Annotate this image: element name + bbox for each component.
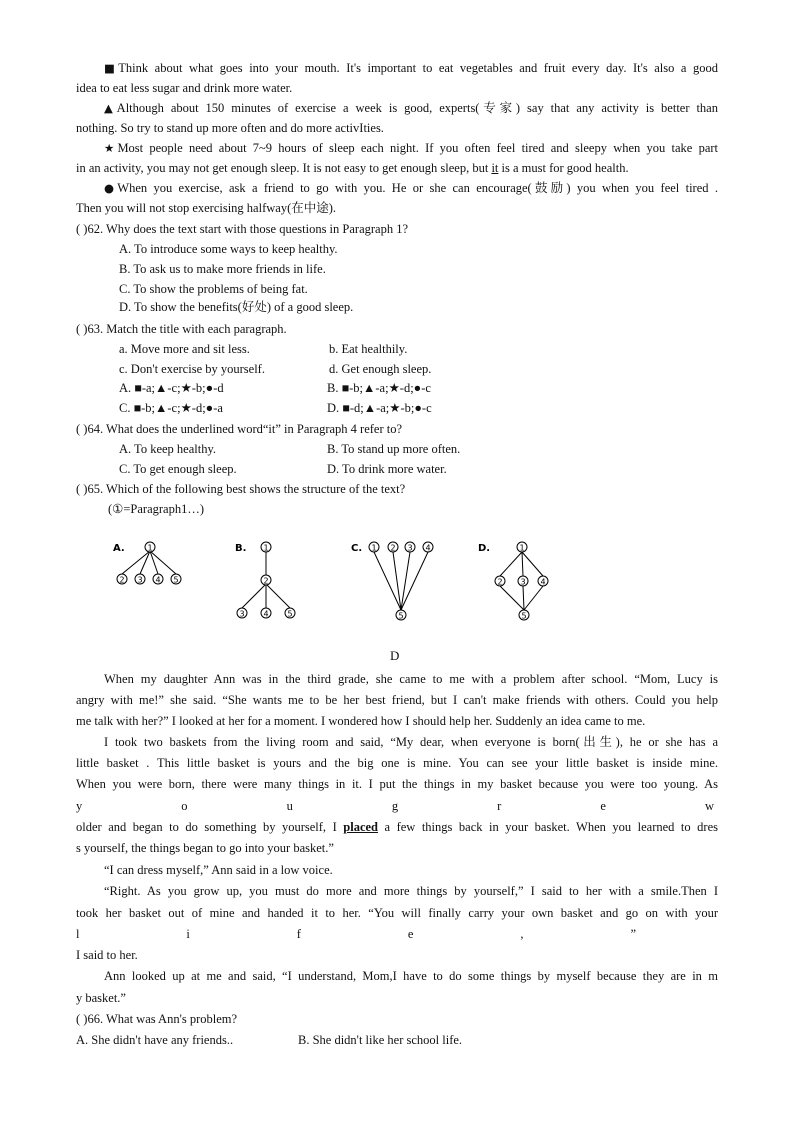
paragraph-text: Although about 150 minutes of exercise a week is good, experts(专家) say that any activity is better than xyxy=(116,101,718,115)
passage-d-line: y basket.” xyxy=(76,991,126,1005)
question-stem: 66. What was Ann's problem? xyxy=(87,1012,238,1026)
svg-text:4: 4 xyxy=(263,609,269,619)
q63-title-c: c. Don't exercise by yourself. xyxy=(119,362,265,376)
q64-option-a: A. To keep healthy. xyxy=(119,442,217,456)
passage-d-line: l i f e , ” xyxy=(76,927,636,941)
diagram-c-lines xyxy=(374,552,428,610)
diagram-c-label: C. xyxy=(351,543,363,554)
passage-d-title: D xyxy=(390,648,400,663)
answer-blank[interactable]: ( ) xyxy=(76,322,88,336)
svg-text:2: 2 xyxy=(263,576,269,586)
diagram-a-lines xyxy=(122,551,176,574)
passage-d-line: y o u g r e w xyxy=(76,799,714,813)
q66-option-b: B. She didn't like her school life. xyxy=(298,1033,463,1047)
question-65 xyxy=(76,479,405,499)
question-64 xyxy=(76,419,402,439)
svg-text:1: 1 xyxy=(519,543,525,553)
question-66 xyxy=(76,1009,237,1029)
diagram-a-label: A. xyxy=(113,543,125,554)
diagram-b-label: B. xyxy=(235,543,247,554)
svg-text:4: 4 xyxy=(425,543,431,553)
passage-d-line: “Right. As you grow up, you must do more and more things by yourself,” I said to her with a smile.Then I xyxy=(104,884,718,898)
q62-option-d: D. To show the benefits(好处) of a good sleep. xyxy=(119,300,354,314)
question-stem: 65. Which of the following best shows the structure of the text? xyxy=(87,482,406,496)
q63-option-c: C. ■-b;▲-c;★-d;●-a xyxy=(119,401,223,415)
star-symbol: ★ xyxy=(104,141,118,155)
passage-d-line: took her basket out of mine and handed it to her. “You will finally carry your own basket and go on with your xyxy=(76,906,718,920)
paragraph-text: When you exercise, ask a friend to go with you. He or she can encourage(鼓励) you when you feel tired . xyxy=(117,181,718,195)
diagram-a xyxy=(110,536,195,596)
q64-option-b: B. To stand up more often. xyxy=(327,442,461,456)
q63-option-d: D. ■-d;▲-a;★-b;●-c xyxy=(327,401,432,415)
svg-text:2: 2 xyxy=(497,577,503,587)
passage-d-line: s yourself, the things began to go into your basket.” xyxy=(76,841,334,855)
paragraph-star-line2 xyxy=(76,158,718,178)
paragraph-triangle-line1 xyxy=(104,98,718,118)
q63-option-b: B. ■-b;▲-a;★-d;●-c xyxy=(327,381,431,395)
paragraph-star-line1 xyxy=(104,138,718,158)
diagram-d xyxy=(475,536,560,624)
passage-d-line: “I can dress myself,” Ann said in a low voice. xyxy=(104,863,333,877)
diagram-c xyxy=(348,536,443,624)
svg-text:5: 5 xyxy=(521,611,527,621)
q63-option-a: A. ■-a;▲-c;★-b;●-d xyxy=(119,381,224,395)
q63-title-b: b. Eat healthily. xyxy=(329,342,408,356)
circle-symbol: ● xyxy=(104,181,118,195)
paragraph-text: a few things back in your basket. When you learned to dres xyxy=(378,820,718,834)
triangle-symbol: ▲ xyxy=(104,101,117,115)
passage-d-line: little basket . This little basket is yours and the big one is mine. You can see your little basket is inside mine. xyxy=(76,756,718,770)
paragraph-text: Think about what goes into your mouth. It's important to eat vegetables and fruit every day. It's also a good xyxy=(118,61,718,75)
svg-text:3: 3 xyxy=(407,543,413,553)
svg-text:1: 1 xyxy=(147,543,153,553)
diagram-d-label: D. xyxy=(478,543,491,554)
q63-title-d: d. Get enough sleep. xyxy=(329,362,432,376)
paragraph-triangle-line2: nothing. So try to stand up more often and do more activIties. xyxy=(76,121,384,135)
underlined-it: it xyxy=(491,161,499,175)
paragraph-square-line2: idea to eat less sugar and drink more water. xyxy=(76,81,293,95)
q63-title-a: a. Move more and sit less. xyxy=(119,342,250,356)
q64-option-d: D. To drink more water. xyxy=(327,462,447,476)
question-63 xyxy=(76,319,287,339)
svg-text:1: 1 xyxy=(371,543,377,553)
q62-option-c: C. To show the problems of being fat. xyxy=(119,282,308,296)
passage-d-line: angry with me!” she said. “She wants me to be her best friend, but I can't make friends with others. Could you help xyxy=(76,693,718,707)
diagram-d-nodes xyxy=(495,542,548,621)
svg-text:2: 2 xyxy=(390,543,396,553)
svg-text:4: 4 xyxy=(155,575,161,585)
underlined-placed: placed xyxy=(343,820,378,834)
question-62 xyxy=(76,219,408,239)
question-stem: 62. Why does the text start with those questions in Paragraph 1? xyxy=(87,222,408,236)
q66-option-a: A. She didn't have any friends.. xyxy=(76,1033,234,1047)
passage-d-line: When my daughter Ann was in the third grade, she came to me with a problem after school. “Mom, Lucy is xyxy=(104,672,718,686)
paragraph-square-line1 xyxy=(104,58,718,78)
q64-option-c: C. To get enough sleep. xyxy=(119,462,237,476)
svg-text:5: 5 xyxy=(287,609,293,619)
diagram-b xyxy=(232,536,312,621)
svg-text:1: 1 xyxy=(263,543,269,553)
answer-blank[interactable]: ( ) xyxy=(76,1012,88,1026)
paragraph-text: is a must for good health. xyxy=(498,161,629,175)
diagram-a-nodes xyxy=(117,542,181,585)
answer-blank[interactable]: ( ) xyxy=(76,222,88,236)
svg-text:3: 3 xyxy=(520,577,526,587)
svg-text:5: 5 xyxy=(398,611,404,621)
paragraph-circle-line1 xyxy=(104,178,718,198)
paragraph-circle-line2: Then you will not stop exercising halfway(在中途). xyxy=(76,201,337,215)
paragraph-text: older and began to do something by yourself, I xyxy=(76,820,344,834)
answer-blank[interactable]: ( ) xyxy=(76,482,88,496)
svg-text:5: 5 xyxy=(173,575,179,585)
question-stem: 64. What does the underlined word“it” in Paragraph 4 refer to? xyxy=(87,422,403,436)
passage-d-line: I said to her. xyxy=(76,948,138,962)
question-stem: 63. Match the title with each paragraph. xyxy=(87,322,287,336)
square-symbol: ■ xyxy=(104,61,119,75)
paragraph-text: Most people need about 7~9 hours of sleep each night. If you often feel tired and sleepy when you take part xyxy=(117,141,718,155)
svg-text:4: 4 xyxy=(540,577,546,587)
passage-d-line xyxy=(76,817,718,837)
passage-d-line: I took two baskets from the living room and said, “My dear, when everyone is born(出生), he or she has a xyxy=(104,735,718,749)
q62-option-a: A. To introduce some ways to keep healthy. xyxy=(119,242,338,256)
passage-d-line: Ann looked up at me and said, “I understand, Mom,I have to do some things by myself because they are in m xyxy=(104,969,718,983)
passage-d-line: me talk with her?” I looked at her for a moment. I wondered how I should help her. Suddenly an idea came to me. xyxy=(76,714,646,728)
paragraph-text: in an activity, you may not get enough sleep. It is not easy to get enough sleep, but xyxy=(76,161,492,175)
answer-blank[interactable]: ( ) xyxy=(76,422,88,436)
passage-d-line: When you were born, there were many things in it. I put the things in my basket because you were too young. As xyxy=(76,777,718,791)
svg-text:3: 3 xyxy=(137,575,143,585)
svg-text:3: 3 xyxy=(239,609,245,619)
q62-option-b: B. To ask us to make more friends in life. xyxy=(119,262,326,276)
q65-note: (①=Paragraph1…) xyxy=(108,502,205,516)
svg-text:2: 2 xyxy=(119,575,125,585)
